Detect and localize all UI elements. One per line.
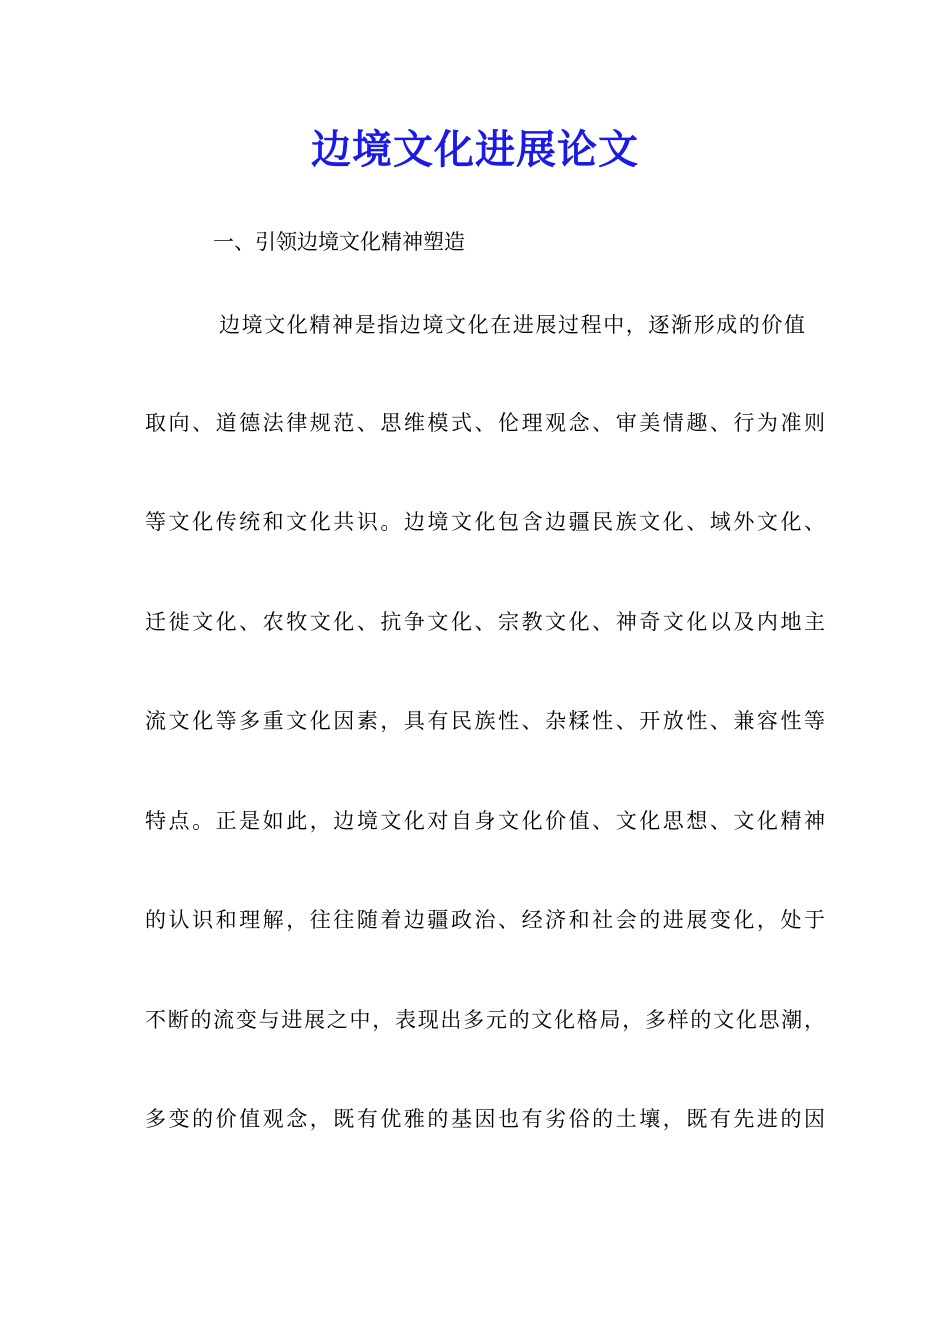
paragraph-line: 不断的流变与进展之中，表现出多元的文化格局，多样的文化思潮， <box>145 1008 825 1032</box>
paragraph-line: 取向、道德法律规范、思维模式、伦理观念、审美情趣、行为准则 <box>145 411 825 435</box>
paragraph-line: 多变的价值观念，既有优雅的基因也有劣俗的土壤，既有先进的因 <box>145 1107 825 1131</box>
paragraph-line: 流文化等多重文化因素，具有民族性、杂糅性、开放性、兼容性等 <box>145 709 825 733</box>
paragraph-line: 特点。正是如此，边境文化对自身文化价值、文化思想、文化精神 <box>145 809 825 833</box>
section-heading: 一、引领边境文化精神塑造 <box>213 230 465 254</box>
paragraph-line: 边境文化精神是指边境文化在进展过程中，逐渐形成的价值 <box>219 313 805 337</box>
paragraph-line: 的认识和理解，往往随着边疆政治、经济和社会的进展变化，处于 <box>145 908 825 932</box>
paragraph-line: 迁徙文化、农牧文化、抗争文化、宗教文化、神奇文化以及内地主 <box>145 610 825 634</box>
paragraph-line: 等文化传统和文化共识。边境文化包含边疆民族文化、域外文化、 <box>145 510 825 534</box>
document-title: 边境文化进展论文 <box>311 126 639 173</box>
